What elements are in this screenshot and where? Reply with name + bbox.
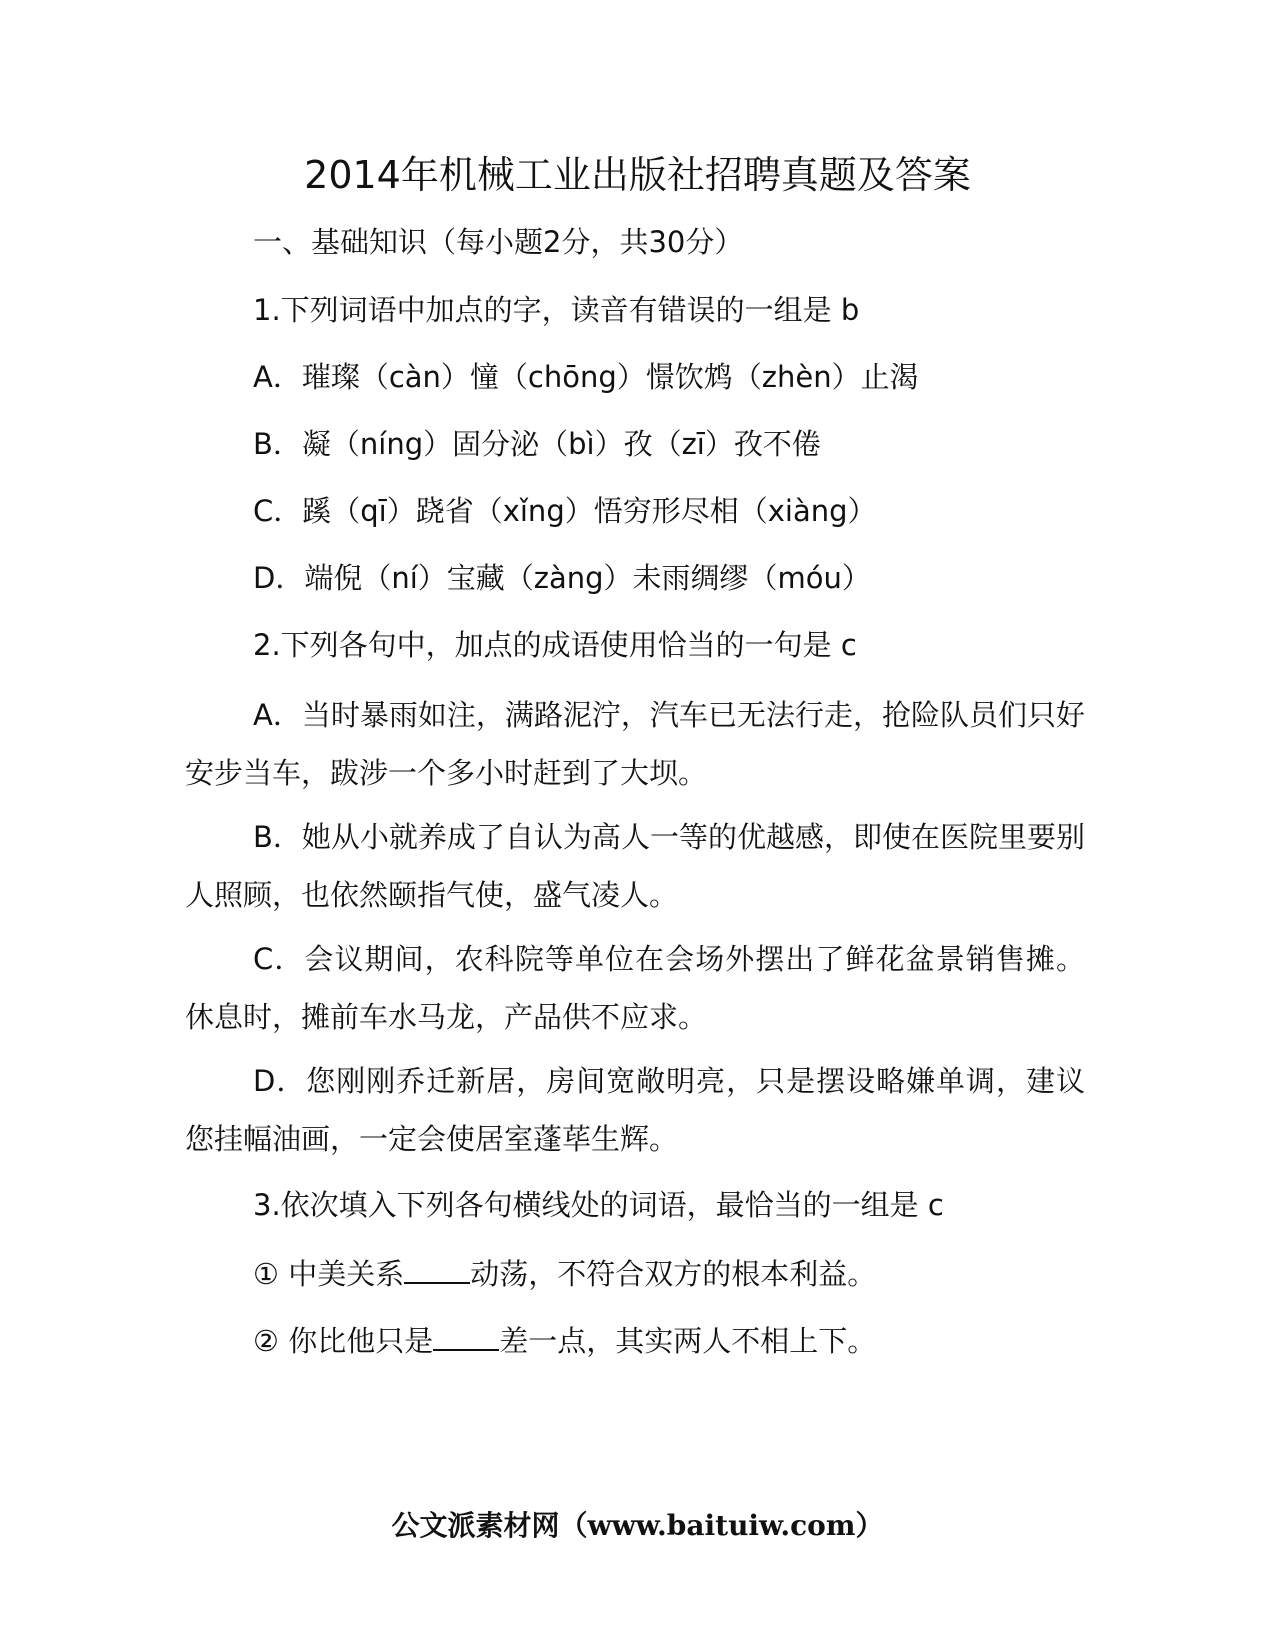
question-2-option-a: A．当时暴雨如注，满路泥泞，汽车已无法行走，抢险队员们只好安步当车，跋涉一个多小时赶到了大坝。: [185, 698, 1085, 790]
fill-in-blank: [404, 1252, 470, 1284]
question-3-item-2-after: 差一点，其实两人不相上下。: [499, 1324, 877, 1358]
question-2-option-c: C．会议期间，农科院等单位在会场外摆出了鲜花盆景销售摊。休息时，摊前车水马龙，产品供不应求。: [185, 942, 1085, 1034]
question-3-item-1-before: ① 中美关系: [253, 1257, 405, 1291]
question-3-item-2-before: ② 你比他只是: [253, 1324, 434, 1358]
question-3-stem: 3.依次填入下列各句横线处的词语，最恰当的一组是 c: [253, 1188, 944, 1222]
fill-in-blank: [433, 1319, 499, 1351]
document-title: 2014年机械工业出版社招聘真题及答案: [304, 153, 971, 197]
question-1-stem: 1.下列词语中加点的字，读音有错误的一组是 b: [253, 293, 860, 327]
question-1-option-a: A．璀璨（càn）憧（chōng）憬饮鸩（zhèn）止渴: [253, 360, 919, 394]
question-3-item-1: [253, 1252, 876, 1294]
question-3-item-1-after: 动荡，不符合双方的根本利益。: [470, 1257, 877, 1291]
page-footer: 公文派素材网（www.baituiw.com）: [391, 1509, 884, 1542]
question-1-option-d: D．端倪（ní）宝藏（zàng）未雨绸缪（móu）: [253, 561, 871, 595]
question-2-option-d: D．您刚刚乔迁新居，房间宽敞明亮，只是摆设略嫌单调，建议您挂幅油画，一定会使居室蓬荜生辉。: [185, 1064, 1085, 1156]
question-2-option-b: B．她从小就养成了自认为高人一等的优越感，即使在医院里要别人照顾，也依然颐指气使，盛气凌人。: [185, 820, 1085, 912]
section-heading: 一、基础知识（每小题2分，共30分）: [253, 225, 744, 259]
question-1-option-b: B．凝（níng）固分泌（bì）孜（zī）孜不倦: [253, 427, 821, 461]
question-2-stem: 2.下列各句中，加点的成语使用恰当的一句是 c: [253, 628, 857, 662]
question-1-option-c: C．蹊（qī）跷省（xǐng）悟穷形尽相（xiàng）: [253, 494, 877, 528]
question-3-item-2: [253, 1319, 876, 1361]
